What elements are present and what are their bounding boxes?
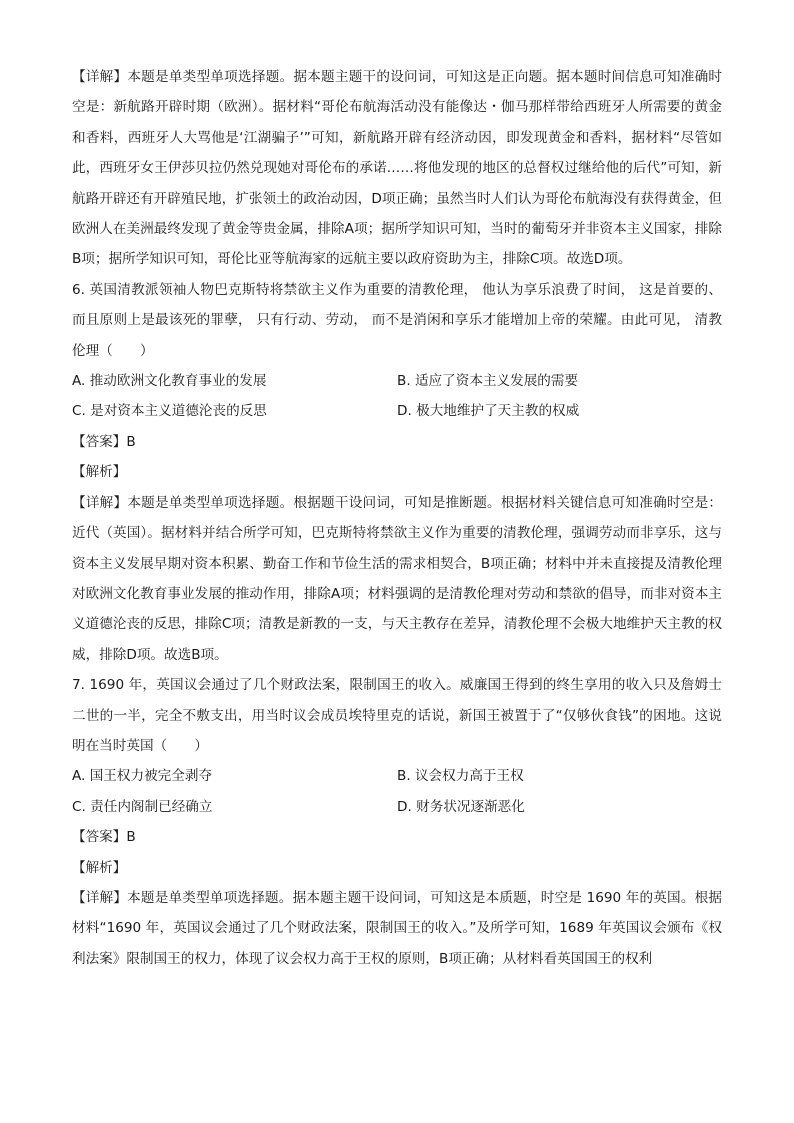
option-c: C. 是对资本主义道德沦丧的反思 bbox=[72, 403, 267, 420]
q6-analysis-detail: 【详解】本题是单类型单项选择题。根据题干设问词，可知是推断题。根据材料关键信息可知准确时空是：近代（英国）。据材料并结合所学可知，巴克斯特将禁欲主义作为重要的清教伦理，强调劳动而非享乐，这与资本主义发展早期对资本积累、勤奋工作和节俭生活的需求相契合，B项正确；材料中并未直接提及清教伦理对欧洲文化教育事业发展的推动作用，排除A项；材料强调的是清教伦理对劳动和禁欲的倡导，而非对资本主义道德沦丧的反思，排除C项；清教是新教的一支，与天主教存在差异，清教伦理不会极大地维护天主教的权威，排除D项。故选B项。 bbox=[72, 494, 722, 663]
option-a: A. 国王权力被完全剥夺 bbox=[72, 768, 213, 785]
option-c: C. 责任内阁制已经确立 bbox=[72, 798, 213, 815]
option-b: B. 议会权力高于王权 bbox=[397, 768, 524, 785]
q7-answer: 【答案】B bbox=[72, 829, 136, 846]
option-d: D. 财务状况逐渐恶化 bbox=[397, 798, 525, 815]
document-page bbox=[72, 62, 722, 974]
option-d: D. 极大地维护了天主教的权威 bbox=[397, 403, 580, 420]
q6-options bbox=[72, 366, 722, 427]
q6-analysis-heading: 【解析】 bbox=[72, 464, 127, 481]
option-b: B. 适应了资本主义发展的需要 bbox=[397, 373, 579, 390]
q7-analysis-heading: 【解析】 bbox=[72, 859, 127, 876]
q6-stem: 6. 英国清教派领袖人物巴克斯特将禁欲主义作为重要的清教伦理， 他认为享乐浪费了时间， 这是首要的、而且原则上是最该死的罪孽， 只有行动、劳动， 而不是消闲和享乐才能增加上帝的荣耀。由此可见， 清教伦理（ ） bbox=[72, 281, 722, 359]
q7-analysis-detail: 【详解】本题是单类型单项选择题。据本题主题干设问词，可知这是本质题，时空是 1690 年的英国。根据材料“1690 年，英国议会通过了几个财政法案，限制国王的收入。”及所学可知，1689 年英国议会颁布《权利法案》限制国王的权力，体现了议会权力高于王权的原则，B项正确；从材料看英国国王的权利 bbox=[72, 889, 722, 967]
q5-analysis-detail: 【详解】本题是单类型单项选择题。据本题主题干的设问词，可知这是正向题。据本题时间信息可知准确时空是：新航路开辟时期（欧洲）。据材料“哥伦布航海活动没有能像达・伽马那样带给西班牙人所需要的黄金和香料，西班牙人大骂他是‘江湖骗子’”可知，新航路开辟有经济动因，即发现黄金和香料，据材料“尽管如此，西班牙女王伊莎贝拉仍然兑现她对哥伦布的承诺……将他发现的地区的总督权过继给他的后代”可知，新航路开辟还有开辟殖民地，扩张领土的政治动因，D项正确；虽然当时人们认为哥伦布航海没有获得黄金，但欧洲人在美洲最终发现了黄金等贵金属，排除A项；据所学知识可知，当时的葡萄牙并非资本主义国家，排除B项；据所学知识可知，哥伦比亚等航海家的远航主要以政府资助为主，排除C项。故选D项。 bbox=[72, 69, 722, 268]
option-a: A. 推动欧洲文化教育事业的发展 bbox=[72, 373, 267, 390]
q7-options bbox=[72, 761, 722, 822]
q6-answer: 【答案】B bbox=[72, 433, 136, 450]
q7-stem: 7. 1690 年，英国议会通过了几个财政法案，限制国王的收入。威廉国王得到的终生享用的收入只及詹姆士二世的一半，完全不敷支出，用当时议会成员埃特里克的话说，新国王被置于了“仅够伙食钱”的困地。这说明在当时英国（ ） bbox=[72, 677, 722, 754]
